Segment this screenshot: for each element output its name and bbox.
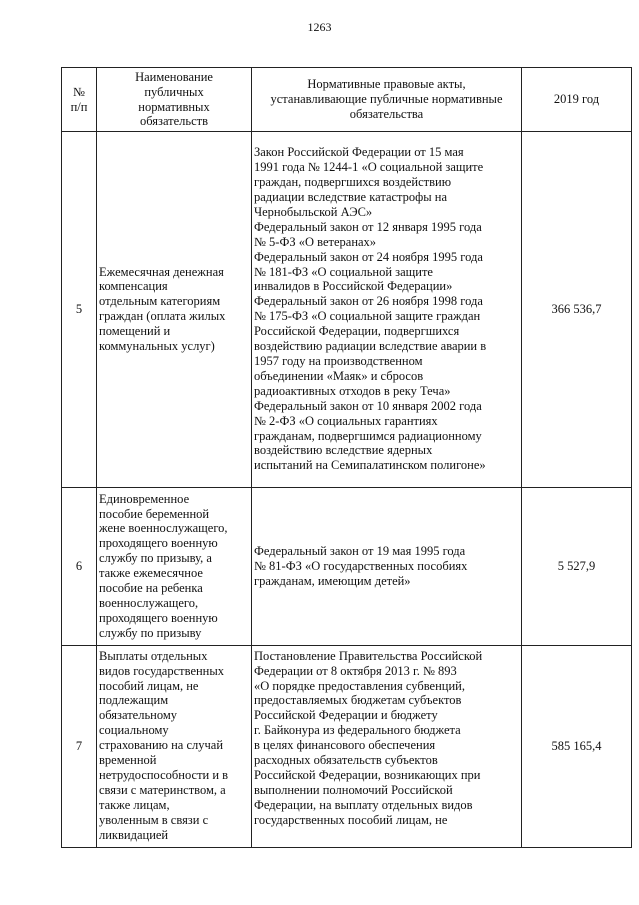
obligation-name-line: обязательному — [99, 708, 178, 723]
legal-act-line: Федеральный закон от 10 января 2002 года — [254, 398, 482, 413]
legal-act-line: испытаний на Семипалатинском полигоне» — [254, 458, 486, 473]
obligation-name-line: видов государственных — [99, 663, 225, 678]
legal-act-line: выполнении полномочий Российской — [254, 782, 453, 797]
legal-act-line: № 5-ФЗ «О ветеранах» — [254, 234, 377, 249]
header-name-line: нормативных — [138, 99, 210, 114]
legal-act-line: воздействию вследствие ядерных — [254, 443, 433, 458]
obligation-name-line: Ежемесячная денежная — [99, 264, 224, 279]
obligation-name-line: коммунальных услуг) — [99, 339, 215, 354]
header-number — [62, 68, 97, 132]
legal-act-line: г. Байконура из федерального бюджета — [254, 723, 461, 738]
header-number-line: п/п — [70, 99, 88, 114]
legal-act-line: Федеральный закон от 24 ноября 1995 года — [254, 249, 483, 264]
legal-act-line: Чернобыльской АЭС» — [254, 204, 373, 219]
obligation-name-line: пособий лицам, не — [99, 678, 199, 693]
obligation-name-line: Выплаты отдельных — [99, 648, 208, 663]
header-year: 2019 год — [522, 68, 632, 132]
obligation-name-line: уволенным в связи с — [99, 812, 209, 827]
obligation-name-line: также лицам, — [99, 797, 170, 812]
legal-act-line: радиации вследствие катастрофы на — [254, 190, 448, 205]
page-number: 1263 — [307, 20, 332, 34]
table-row — [62, 487, 632, 645]
legal-act-line: 1991 года № 1244-1 «О социальной защите — [254, 160, 484, 175]
obligation-name-line: нетрудоспособности и в — [99, 767, 229, 782]
obligation-name-line: проходящего военную — [99, 536, 218, 551]
legal-act-line: № 181-ФЗ «О социальной защите — [254, 264, 433, 279]
row-number: 5 — [62, 132, 97, 487]
legal-act-line: объединении «Маяк» и сбросов — [254, 368, 424, 383]
legal-act-line: предоставляемых бюджетам субъектов — [254, 693, 462, 708]
obligation-name-line: пособие на ребенка — [99, 581, 203, 596]
amount-2019: 5 527,9 — [522, 487, 632, 645]
legal-act-line: Федерации, на выплату отдельных видов — [254, 797, 473, 812]
legal-act-line: гражданам, имеющим детей» — [254, 573, 411, 588]
legal-act-line: граждан, подвергшихся воздействию — [254, 175, 452, 190]
legal-act-line: № 175-ФЗ «О социальной защите граждан — [254, 309, 481, 324]
amount-2019: 585 165,4 — [522, 645, 632, 847]
header-acts-line: обязательства — [349, 106, 424, 121]
obligation-name — [97, 487, 252, 645]
obligation-name-line: службу по призыву, а — [99, 551, 212, 566]
legal-act-line: Федерации от 8 октября 2013 г. № 893 — [254, 663, 457, 678]
legal-acts — [252, 645, 522, 847]
table-row — [62, 132, 632, 487]
obligation-name-line: граждан (оплата жилых — [99, 309, 226, 324]
obligation-name-line: помещений и — [99, 324, 171, 339]
header-number-line: № — [73, 84, 85, 99]
row-number: 7 — [62, 645, 97, 847]
legal-act-line: Российской Федерации, подвергшихся — [254, 324, 460, 339]
obligations-table — [61, 67, 632, 848]
obligation-name-line: временной — [99, 753, 157, 768]
obligation-name-line: Единовременное — [99, 491, 190, 506]
obligation-name-line: отдельным категориям — [99, 294, 221, 309]
amount-2019: 366 536,7 — [522, 132, 632, 487]
legal-act-line: Российской Федерации и бюджету — [254, 708, 438, 723]
legal-act-line: инвалидов в Российской Федерации» — [254, 279, 453, 294]
legal-act-line: Российской Федерации, возникающих при — [254, 767, 481, 782]
obligation-name-line: ликвидацией — [99, 827, 169, 842]
legal-act-line: воздействию радиации вследствие аварии в — [254, 339, 487, 354]
header-acts — [252, 68, 522, 132]
legal-act-line: радиоактивных отходов в реку Теча» — [254, 383, 451, 398]
obligation-name-line: подлежащим — [99, 693, 169, 708]
obligation-name-line: службу по призыву — [99, 625, 202, 640]
obligation-name-line: также ежемесячное — [99, 566, 203, 581]
header-acts-line: Нормативные правовые акты, — [307, 77, 466, 92]
header-name-line: публичных — [144, 84, 204, 99]
legal-act-line: 1957 году на производственном — [254, 354, 423, 369]
legal-act-line: Федеральный закон от 26 ноября 1998 года — [254, 294, 483, 309]
legal-act-line: Федеральный закон от 19 мая 1995 года — [254, 543, 466, 558]
legal-act-line: Закон Российской Федерации от 15 мая — [254, 145, 464, 160]
obligation-name-line: страхованию на случай — [99, 738, 224, 753]
legal-act-line: «О порядке предоставления субвенций, — [254, 678, 465, 693]
row-number: 6 — [62, 487, 97, 645]
header-name — [97, 68, 252, 132]
legal-acts — [252, 487, 522, 645]
obligation-name-line: жене военнослужащего, — [99, 521, 228, 536]
obligation-name — [97, 645, 252, 847]
header-name-line: Наименование — [135, 69, 213, 84]
header-acts-line: устанавливающие публичные нормативные — [270, 92, 503, 107]
legal-act-line: Федеральный закон от 12 января 1995 года — [254, 219, 482, 234]
obligation-name-line: социальному — [99, 723, 169, 738]
legal-act-line: № 2-ФЗ «О социальных гарантиях — [254, 413, 438, 428]
legal-act-line: № 81-ФЗ «О государственных пособиях — [254, 558, 468, 573]
obligation-name-line: пособие беременной — [99, 506, 210, 521]
legal-acts — [252, 132, 522, 487]
table-header-row — [62, 68, 632, 132]
legal-act-line: расходных обязательств субъектов — [254, 753, 438, 768]
legal-act-line: Постановление Правительства Российской — [254, 648, 483, 663]
obligation-name-line: проходящего военную — [99, 610, 218, 625]
obligation-name-line: компенсация — [99, 279, 168, 294]
header-name-line: обязательств — [139, 114, 209, 129]
table-row — [62, 645, 632, 847]
legal-act-line: государственных пособий лицам, не — [254, 812, 448, 827]
obligation-name-line: связи с материнством, а — [99, 782, 226, 797]
obligation-name — [97, 132, 252, 487]
legal-act-line: гражданам, подвергшимся радиационному — [254, 428, 482, 443]
obligation-name-line: военнослужащего, — [99, 595, 199, 610]
legal-act-line: в целях финансового обеспечения — [254, 738, 436, 753]
